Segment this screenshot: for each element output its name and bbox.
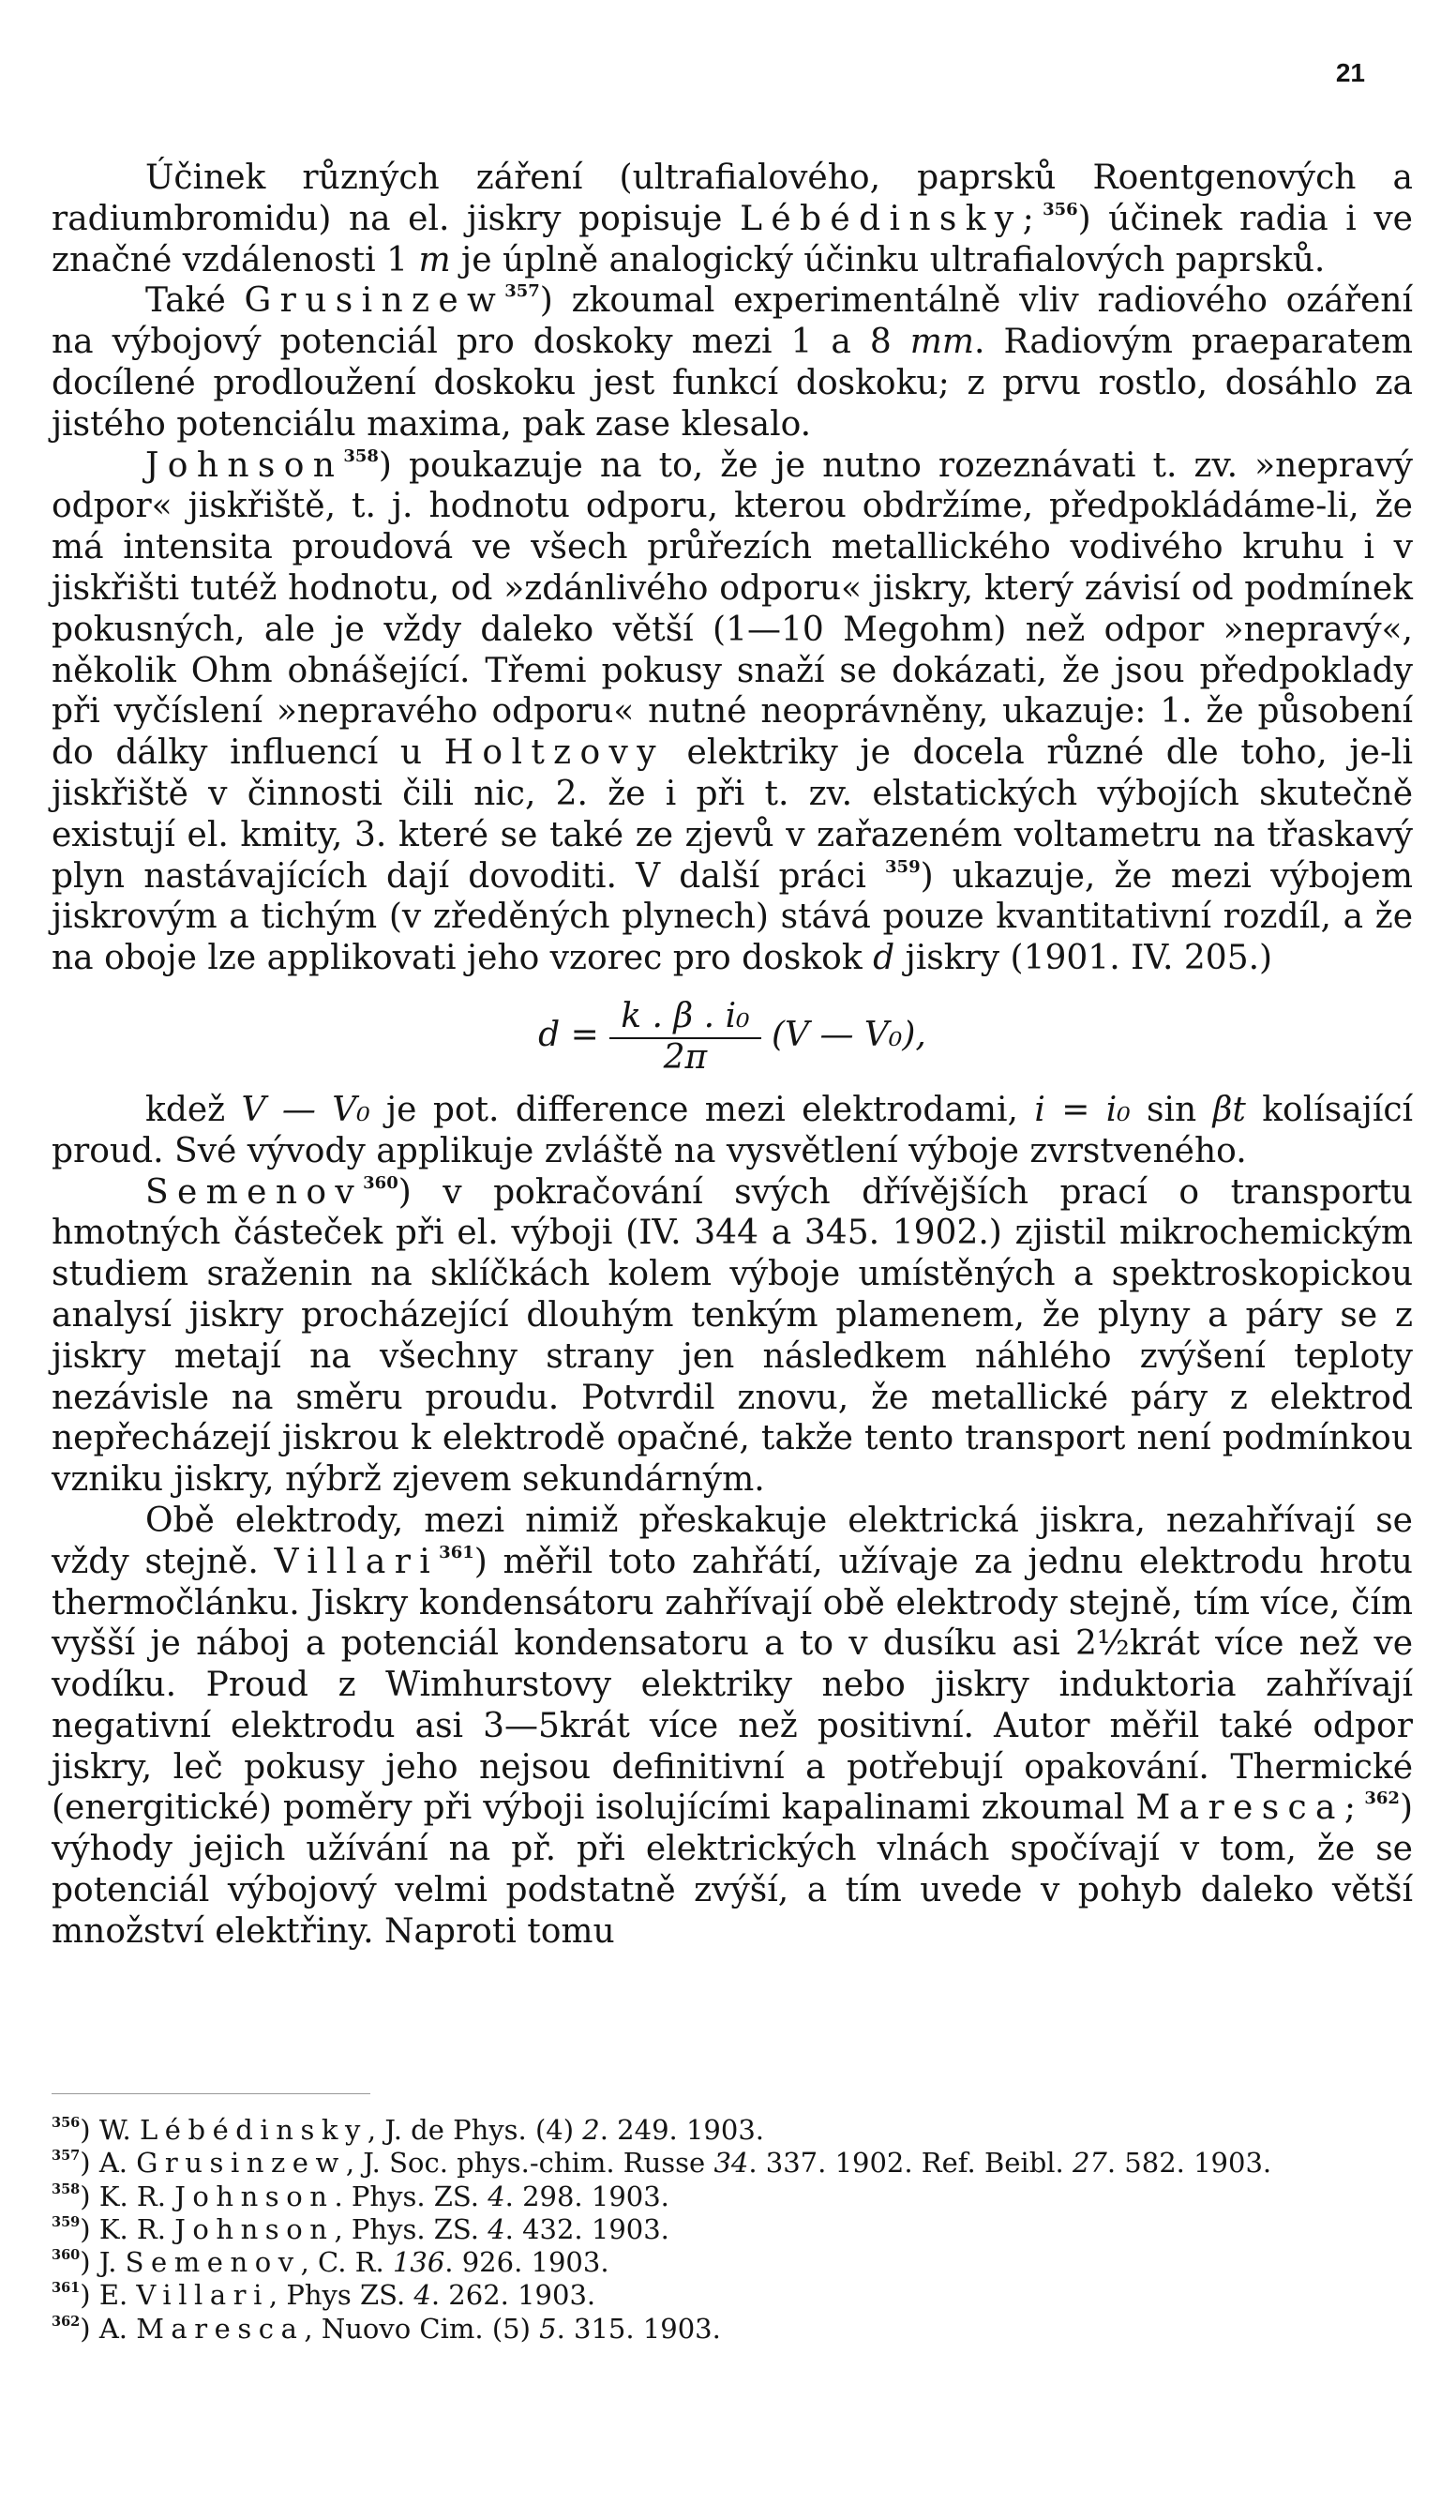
footnote [52,2279,1413,2312]
footnote [52,2180,1413,2213]
text-run: je pot. difference mezi elektrodami, [369,1090,1035,1129]
italic-text: βt [1212,1090,1246,1129]
text-run: . Phys. ZS. [334,2180,488,2212]
author-name: Grusinzew [244,281,505,321]
author-name: Maresca; [1135,1788,1365,1828]
footnote-ref: 361 [52,2280,81,2297]
text-run: ) měřil toto zahřátí, užívaje za jednu elektrodu hrotu thermočlánku. Jiskry kondensátoru zahřívají obě elektrody stejně, tím více, čím vyšší je náboj a potenciál kondensatoru a to v dusíku asi 2½krát více než ve vodíku. Proud z Wimhurstovy elektriky nebo jiskry induktoria zahřívají negativní elektrodu asi 3—5krát více než positivní. Autor měřil také odpor jiskry, leč pokusy jeho nejsou definitivní a potřebují opakování. Thermické (energitické) poměry při výboji isolujícími kapalinami zkoumal [52,1542,1413,1828]
italic-text: mm [909,323,975,362]
paragraphs-after [52,1090,1413,1953]
formula-numerator: k . β . i₀ [609,998,760,1039]
footnotes [52,2114,1413,2346]
author-name: Lébédinsky [140,2114,368,2146]
footnote [52,2114,1413,2147]
text-run: Obě elektrody, mezi nimiž přeskakuje elektrická jiskra, nezahřívají se vždy stejně. [52,1501,1413,1581]
footnote-ref: 362 [52,2313,81,2330]
text-run: ) poukazuje na to, že je nutno rozeznávati t. zv. »nepravý odpor« jiskřiště, t. j. hodnotu odporu, kterou obdržíme, předpokládáme-li, že má intensita proudová ve všech průřezích metallického vodivého kruhu i v jiskřišti tutéž hodnotu, od »zdánlivého odporu« jiskry, který závisí od podmínek pokusných, ale je vždy daleko větší (1—10 Megohm) než odpor »nepravý«, několik Ohm obnášející. Třemi pokusy snaží se dokázati, že jsou předpoklady při vyčíslení »nepravého odporu« nutné neoprávněny, ukazuje: 1. že působení do dálky influencí u [52,445,1413,773]
main-text [52,158,1413,1953]
text-run: ) A. [80,2147,137,2180]
text-run: ) zkoumal experimentálně vliv radiového ozáření na výbojový potenciál pro doskoky mezi 1 a 8 [52,281,1413,362]
text-run: ) A. [80,2312,137,2345]
text-run: ) W. [80,2114,140,2146]
text-run: . 337. 1902. Ref. Beibl. [748,2147,1073,2180]
text-run: . 432. 1903. [504,2212,669,2245]
italic-text: m [418,240,451,279]
author-name: Johnson [174,2180,335,2212]
author-name: Villari [136,2279,269,2312]
text-run: . 582. 1903. [1106,2147,1272,2180]
text-run: , Phys ZS. [268,2279,414,2312]
text-run: sin [1130,1090,1213,1129]
text-run: . Radiovým praeparatem docílené prodloužení doskoku jest funkcí doskoku; z prvu rostlo, dosáhlo za jistého potenciálu maxima, pak zase klesalo. [52,323,1414,444]
text-run: elektriky je docela různé dle toho, je-li jiskřiště v činnosti čili nic, 2. že i při t. zv. elstatických výbojích skutečně existují el. kmity, 3. které se také ze zjevů v zařazeném voltametru na třaskavý plyn nastávajících dají dovoditi. V další práci [52,733,1414,896]
text-run: kolísající proud. Své vývody applikuje zvláště na vysvětlení výboje zvrstveného. [52,1090,1414,1170]
paragraph [52,280,1413,445]
paragraph [52,158,1413,280]
footnote-ref: 357 [52,2148,81,2165]
text-run: Také [145,281,245,321]
text-run: . 315. 1903. [556,2312,721,2345]
italic-text: d [873,939,895,978]
footnote-ref: 356 [1043,199,1078,219]
text-run: kdež [145,1090,242,1129]
footnote-ref: 358 [343,445,379,466]
text-run: , Nuovo Cim. (5) [304,2312,540,2345]
text-run: ) výhody jejich užívání na př. při elektrických vlnách spočívají v tom, že se potenciál výbojový velmi podstatně zvýší, a tím uvede v pohyb daleko větší množství elektřiny. Naproti tomu [52,1788,1413,1951]
italic-text: 136 [392,2246,445,2279]
footnote-ref: 358 [52,2180,81,2197]
footnote-ref: 359 [52,2213,81,2230]
footnote-ref: 357 [504,281,540,302]
text-run: jiskry (1901. IV. 205.) [894,939,1273,978]
footnote [52,2147,1413,2180]
italic-text: 2 [582,2114,600,2146]
footnote-ref: 359 [885,856,921,877]
formula-lhs: d [538,1015,561,1054]
italic-text: 4 [488,2212,505,2245]
author-name: Semenov [125,2246,301,2279]
italic-text: V — V₀ [241,1090,370,1129]
text-run: , J. Soc. phys.-chim. Russe [345,2147,714,2180]
text-run: ) ukazuje, že mezi výbojem jiskrovým a tichým (v zředěných plynech) stává pouze kvantitativní rozdíl, a že na oboje lze applikovati jeho vzorec pro doskok [52,856,1413,978]
text-run: ) účinek radia i ve značné vzdálenosti 1 [52,199,1413,279]
formula-denominator: 2π [663,1037,708,1077]
footnote [52,2313,1413,2346]
text-run: je úplně analogický účinku ultrafialových paprsků. [450,240,1326,279]
paragraph [52,1501,1413,1953]
text-run: . 249. 1903. [599,2114,764,2146]
paragraphs-before [52,158,1413,979]
paragraph [52,1172,1413,1501]
formula-fraction [609,998,760,1077]
author-name: Villari [274,1542,440,1581]
italic-text: 34 [713,2147,749,2180]
author-name: Holtzovy [443,733,665,773]
text-run: Účinek různých záření (ultrafialového, paprsků Roentgenových a radiumbromidu) na el. jiskry popisuje [52,158,1413,238]
italic-text: 4 [413,2279,431,2312]
formula-equals: = [570,1015,599,1054]
text-run: , J. de Phys. (4) [367,2114,583,2146]
footnote-divider [52,2093,370,2094]
footnote-ref: 360 [52,2247,81,2264]
paragraph [52,445,1413,979]
text-run: ) E. [80,2279,137,2312]
footnote [52,2213,1413,2246]
author-name: Semenov [145,1172,364,1212]
author-name: Grusinzew [136,2147,346,2180]
formula-rhs: (V — V₀), [771,1015,926,1054]
text-run: . 262. 1903. [430,2279,596,2312]
text-run: ) J. [80,2246,126,2279]
author-name: Johnson [174,2212,335,2245]
page-number: 21 [1335,58,1365,87]
italic-text: 4 [488,2180,505,2212]
paragraph [52,1090,1413,1172]
footnote-ref: 362 [1364,1788,1400,1809]
footnote [52,2246,1413,2279]
formula [52,998,1413,1077]
footnote-ref: 361 [439,1542,474,1562]
text-run: ) K. R. [80,2212,175,2245]
text-run: . 926. 1903. [444,2246,609,2279]
text-run: ) v pokračování svých dřívějších prací o transportu hmotných částeček při el. výboji (IV. 344 a 345. 1902.) zjistil mikrochemickým studiem sraženin na sklíčkách kolem výboje umístěných a spektroskopickou analysí jiskry procházející dlouhým tenkým plamenem, že plyny a páry se z jiskry metají na všechny strany jen následkem náhlého zvýšení teploty nezávisle na směru proudu. Potvrdil znovu, že metallické páry z elektrod nepřecházejí jiskrou k elektrodě opačné, takže tento transport není podmínkou vzniku jiskry, nýbrž zjevem sekundárným. [52,1172,1413,1500]
author-name: Lébédinsky; [740,199,1043,238]
text-run: ) K. R. [80,2180,175,2212]
italic-text: 27 [1072,2147,1107,2180]
text-run: . 298. 1903. [504,2180,669,2212]
author-name: Johnson [145,445,344,485]
italic-text: 5 [539,2312,557,2345]
author-name: Maresca [136,2312,305,2345]
footnote-ref: 360 [363,1172,398,1193]
text-run: , C. R. [300,2246,393,2279]
italic-text: i = i₀ [1034,1090,1131,1129]
footnote-ref: 356 [52,2114,81,2131]
text-run: , Phys. ZS. [334,2212,488,2245]
